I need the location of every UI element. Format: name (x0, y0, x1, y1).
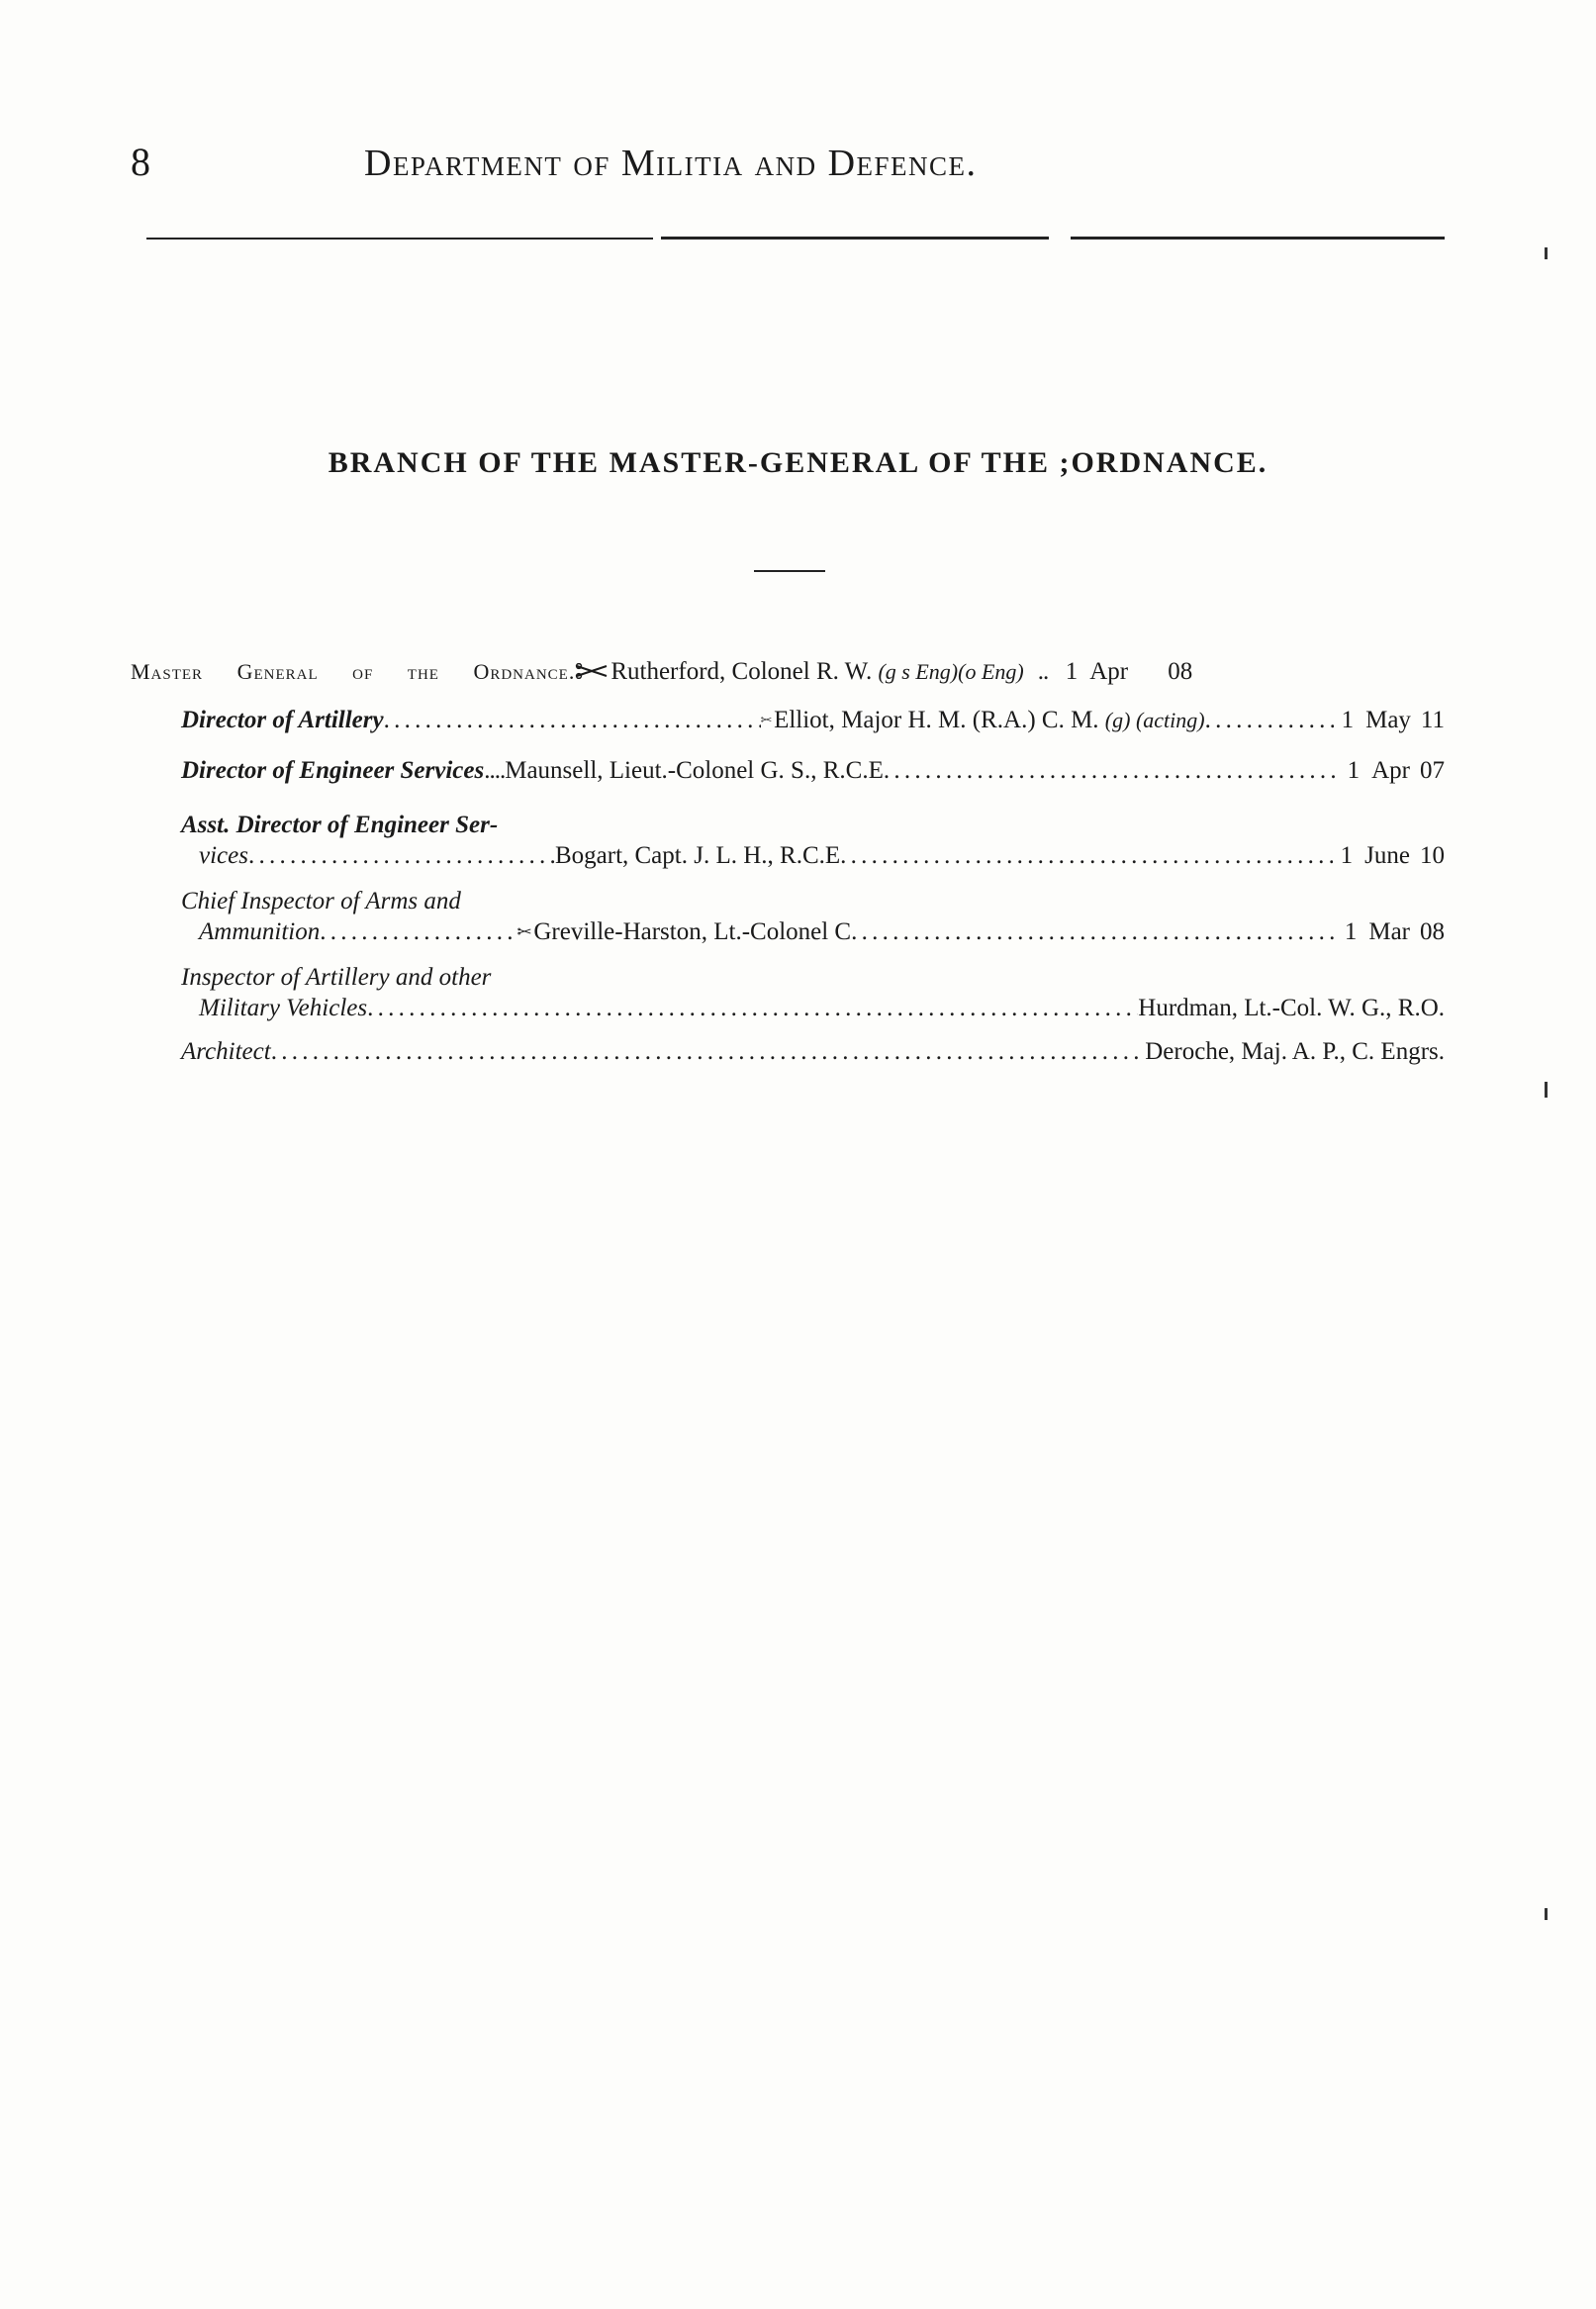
entry-title: Asst. Director of Engineer Ser- (181, 812, 499, 838)
entry-title-continued: Military Vehicles (199, 995, 368, 1021)
entry-title-continued: vices (199, 842, 248, 869)
leader-dots: .... (484, 757, 506, 784)
leader-dots (1205, 705, 1334, 735)
appointment-day: 1 (1340, 842, 1354, 869)
appointment-month: Mar (1368, 918, 1410, 945)
list-item (181, 705, 1445, 735)
crossed-swords-icon (517, 923, 531, 939)
appointment-year: 08 (1168, 658, 1193, 685)
officer-name: Hurdman, Lt.-Col. W. G., R.O. (1138, 995, 1445, 1021)
entry-title: Director of Artillery (181, 707, 384, 733)
list-item (181, 755, 1445, 786)
appointment-year: 10 (1420, 842, 1445, 869)
leader-dots (840, 840, 1333, 871)
leader-dots (384, 705, 761, 735)
page-number: 8 (131, 140, 150, 184)
header-rule (146, 238, 653, 240)
entry-title: Chief Inspector of Arms and (181, 888, 461, 914)
crossed-swords-icon (761, 712, 772, 727)
appointment-day: 1 (1341, 707, 1355, 733)
list-item (181, 1036, 1445, 1067)
running-title: Department of Militia and Defence. (364, 143, 978, 184)
entry-title: Director of Engineer Services (181, 757, 485, 784)
appointment-day: 1 (1065, 658, 1079, 685)
leader-dots (367, 993, 1138, 1023)
list-item (181, 810, 1445, 871)
branch-title: BRANCH OF THE MASTER-GENERAL OF THE ;ORDNANCE. (328, 446, 1268, 479)
list-item (181, 886, 1445, 947)
officer-name: Maunsell, Lieut.-Colonel G. S., R.C.E (505, 757, 884, 784)
entry-title: Master General of the Ordnance. (131, 659, 576, 684)
appointment-month: Apr (1371, 757, 1410, 784)
appointment-year: 08 (1420, 918, 1445, 945)
officer-name: Deroche, Maj. A. P., C. Engrs. (1145, 1038, 1445, 1065)
crossed-swords-icon (575, 663, 609, 679)
officer-name: Greville-Harston, Lt.-Colonel C (533, 918, 852, 945)
appointment-year: 07 (1420, 757, 1445, 784)
section-divider (754, 570, 825, 572)
leader-dots (248, 840, 555, 871)
appointment-day: 1 (1344, 918, 1358, 945)
list-item (181, 962, 1445, 1023)
appointment-month: June (1364, 842, 1410, 869)
entry-title: Architect (181, 1038, 271, 1065)
list-item: Master General of the Ordnance. Rutherford, Colonel R. W. (g s Eng)(o Eng) .. 1 Apr 08 (131, 658, 1193, 685)
scan-mark (1545, 1908, 1548, 1920)
scan-mark (1545, 1082, 1548, 1098)
entry-title-continued: Ammunition (199, 918, 321, 945)
leader-dots (851, 916, 1337, 947)
appointment-day: 1 (1347, 757, 1361, 784)
leader-dots (320, 916, 517, 947)
appointment-year: 11 (1420, 707, 1445, 733)
appointment-month: Apr (1089, 658, 1129, 685)
leader-dots (884, 755, 1340, 786)
scan-mark (1545, 247, 1548, 259)
officer-name: Rutherford, Colonel R. W. (g s Eng)(o Eng) (610, 658, 1024, 685)
officer-name: Elliot, Major H. M. (R.A.) C. M. (g) (acting) (774, 707, 1205, 733)
header-rule (661, 237, 1049, 240)
header-rule (1071, 237, 1445, 240)
leader-dots (271, 1036, 1146, 1067)
appointment-month: May (1365, 707, 1411, 733)
entry-title: Inspector of Artillery and other (181, 964, 492, 991)
officer-name: Bogart, Capt. J. L. H., R.C.E (554, 842, 841, 869)
